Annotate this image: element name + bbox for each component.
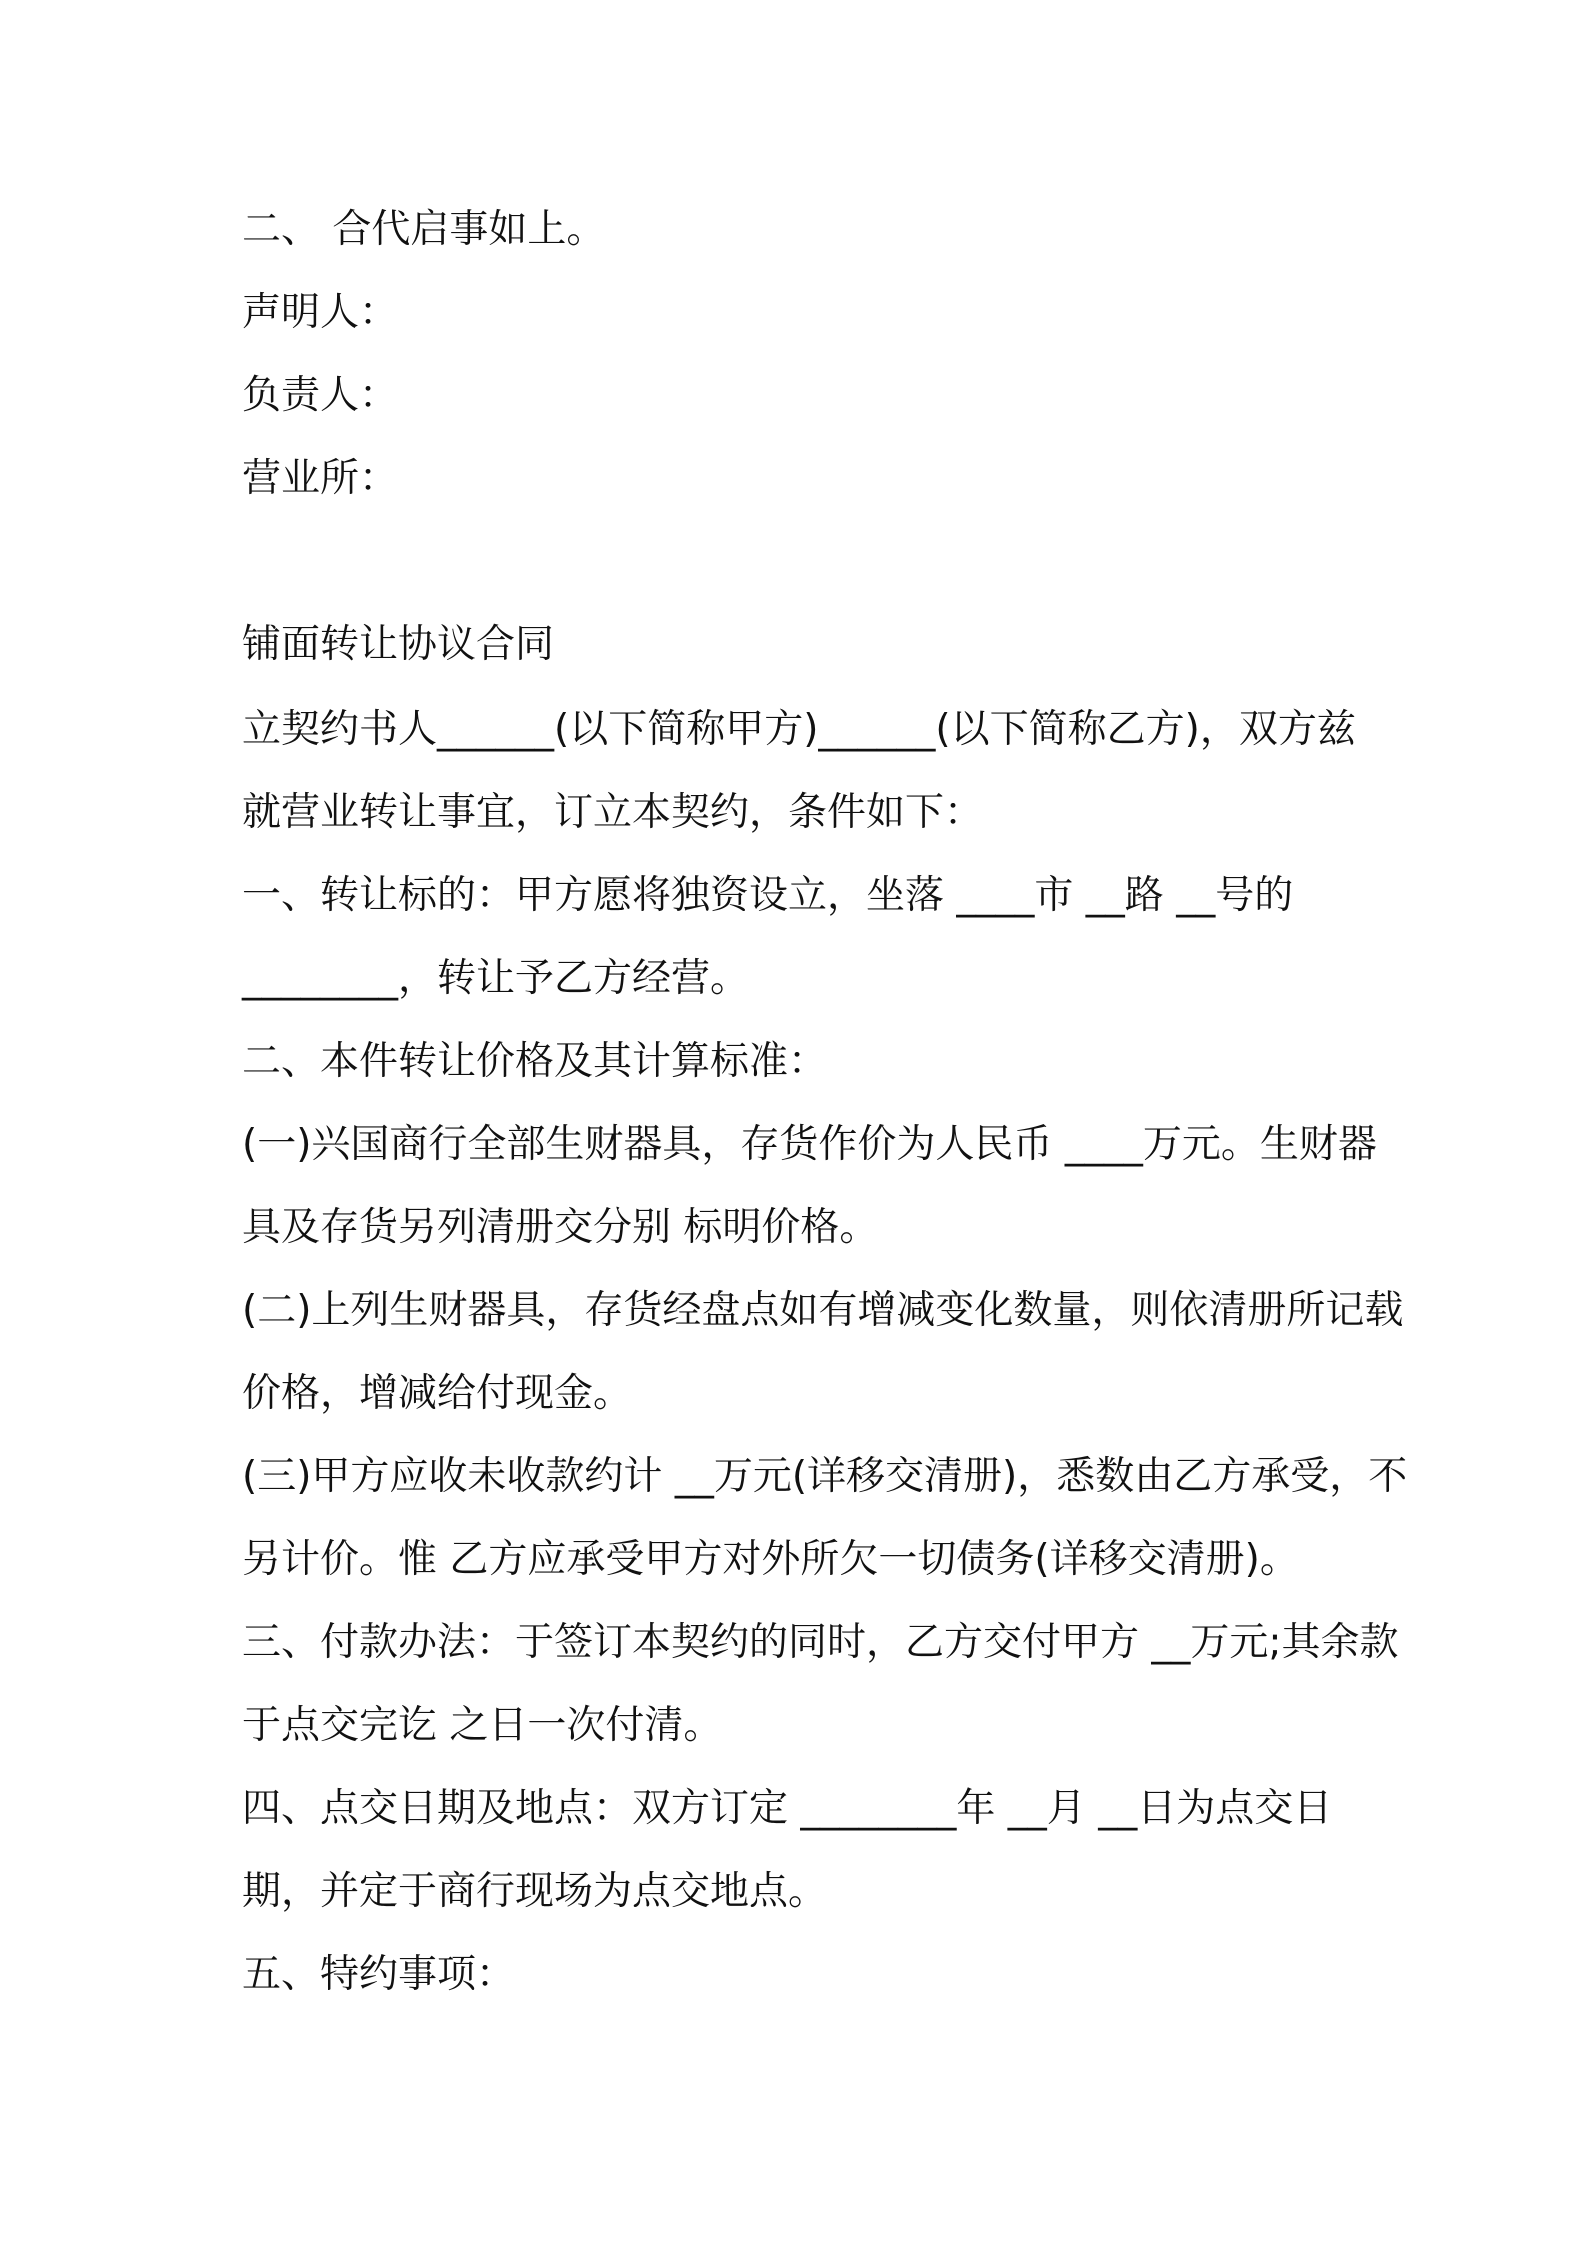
contract-line: 价格，增减给付现金。: [242, 1371, 633, 1416]
contract-line: 于点交完讫 之日一次付清。: [242, 1703, 723, 1748]
clause-two-header: 二、 合代启事如上。: [242, 207, 606, 252]
contract-line: 期，并定于商行现场为点交地点。: [242, 1869, 828, 1914]
contract-line: (二)上列生财器具，存货经盘点如有增减变化数量，则依清册所记载: [242, 1288, 1404, 1333]
contract-line: ________，转让予乙方经营。: [242, 956, 750, 1001]
contract-title: 铺面转让协议合同: [242, 622, 555, 667]
contract-line: 一、转让标的：甲方愿将独资设立，坐落 ____市 __路 __号的: [242, 873, 1294, 918]
declarant-label: 声明人：: [242, 290, 399, 335]
person-in-charge-label: 负责人：: [242, 373, 399, 418]
contract-line: (一)兴国商行全部生财器具，存货作价为人民币 ____万元。生财器: [242, 1122, 1377, 1167]
contract-line: 就营业转让事宜，订立本契约，条件如下：: [242, 790, 984, 835]
contract-line: 四、点交日期及地点：双方订定 ________年 __月 __日为点交日: [242, 1786, 1333, 1831]
contract-line: 三、付款办法：于签订本契约的同时，乙方交付甲方 __万元;其余款: [242, 1620, 1399, 1665]
business-office-label: 营业所：: [242, 456, 399, 501]
contract-line: 另计价。惟 乙方应承受甲方对外所欠一切债务(详移交清册)。: [242, 1537, 1299, 1582]
contract-line: 五、特约事项：: [242, 1952, 516, 1997]
contract-line: (三)甲方应收未收款约计 __万元(详移交清册)，悉数由乙方承受，不: [242, 1454, 1408, 1499]
contract-line: 二、本件转让价格及其计算标准：: [242, 1039, 828, 1084]
contract-line: 具及存货另列清册交分别 标明价格。: [242, 1205, 879, 1250]
contract-line: 立契约书人______(以下简称甲方)______(以下简称乙方)，双方兹: [242, 707, 1356, 752]
